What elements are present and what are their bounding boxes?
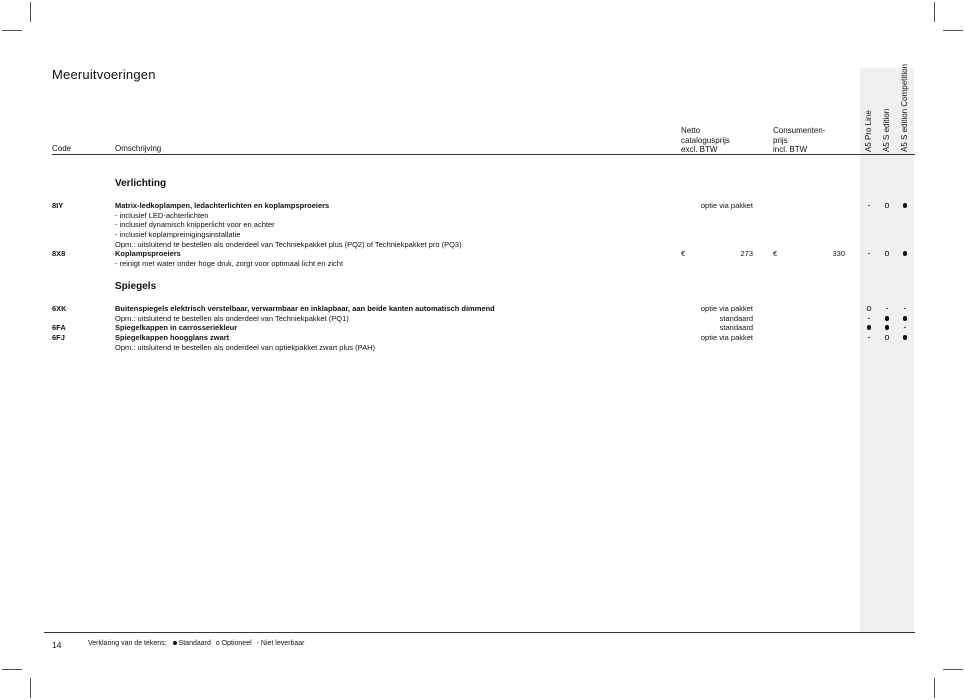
availability-mark: o bbox=[866, 303, 872, 313]
header-consumer-price: Consumenten- prijs incl. BTW bbox=[773, 126, 826, 154]
availability-mark bbox=[899, 248, 911, 258]
model-column-band bbox=[878, 68, 896, 633]
availability-mark: - bbox=[867, 332, 871, 342]
availability-mark: - bbox=[885, 303, 889, 313]
model-column-band bbox=[896, 68, 914, 633]
legend-optional-symbol: o bbox=[215, 640, 220, 647]
net-price: standaard bbox=[719, 323, 753, 332]
crop-mark bbox=[934, 678, 935, 698]
currency-symbol: € bbox=[773, 249, 778, 258]
model-column-band bbox=[860, 68, 878, 633]
availability-mark: o bbox=[884, 200, 890, 210]
crop-mark bbox=[30, 678, 31, 698]
availability-mark bbox=[899, 332, 911, 342]
option-description: Koplampsproeiers - reinigt met water onder hoge druk, zorgt voor optimaal licht en zicht bbox=[115, 249, 344, 268]
option-code: 6FJ bbox=[52, 333, 65, 342]
header-description: Omschrijving bbox=[115, 144, 162, 153]
availability-mark: - bbox=[903, 303, 907, 313]
header-divider bbox=[52, 154, 915, 155]
crop-mark bbox=[943, 669, 963, 670]
section-heading: Verlichting bbox=[115, 178, 167, 189]
standard-dot-icon bbox=[903, 335, 908, 340]
net-price: 273 bbox=[740, 249, 753, 258]
option-description: Buitenspiegels elektrisch verstelbaar, verwarmbaar en inklapbaar, aan beide kanten automatisch dimmend Opm.: uitsluitend te bestellen als onderdeel van Techniekpakket (PQ1) bbox=[115, 304, 495, 323]
page-title: Meeruitvoeringen bbox=[52, 67, 156, 82]
header-net-price: Netto catalogusprijs excl. BTW bbox=[681, 126, 730, 154]
option-code: 6XK bbox=[52, 304, 67, 313]
currency-symbol: € bbox=[681, 249, 686, 258]
availability-mark: o bbox=[884, 332, 890, 342]
option-code: 8IY bbox=[52, 201, 64, 210]
availability-mark: - bbox=[867, 200, 871, 210]
legend-na-symbol: - bbox=[256, 640, 259, 647]
option-code: 8X8 bbox=[52, 249, 66, 258]
section-heading: Spiegels bbox=[115, 281, 157, 292]
standard-dot-icon bbox=[903, 251, 908, 256]
legend-optional: Optioneel bbox=[221, 640, 252, 647]
header-model-pro-line: A5 Pro Line bbox=[864, 110, 873, 152]
net-price: optie via pakket bbox=[700, 333, 753, 342]
option-code: 6FA bbox=[52, 323, 66, 332]
standard-dot-icon bbox=[885, 316, 890, 321]
legend-prefix: Verklaring van de tekens: bbox=[88, 640, 167, 647]
crop-mark bbox=[2, 669, 22, 670]
header-model-s-edition: A5 S edition bbox=[882, 108, 891, 152]
standard-dot-icon bbox=[903, 203, 908, 208]
availability-mark bbox=[881, 322, 893, 332]
crop-mark bbox=[2, 30, 22, 31]
availability-mark: - bbox=[903, 322, 907, 332]
crop-mark bbox=[934, 2, 935, 22]
option-description: Matrix-ledkoplampen, ledachterlichten en koplampsproeiers - inclusief LED-achterlichten - inclusief dynamisch knipperlicht voor en achter - inclusief koplampreinigingsinstallatie Opm.: uitsluitend te bestellen als onderdeel van Techniekpakket plus (PQ2) of Techniekpakket pro (PQ3) bbox=[115, 201, 462, 249]
header-model-s-edition-competition: A5 S edition Competition bbox=[900, 63, 909, 152]
availability-mark bbox=[899, 200, 911, 210]
net-price: optie via pakket bbox=[700, 201, 753, 210]
consumer-price: 330 bbox=[832, 249, 845, 258]
standard-dot-icon bbox=[903, 316, 908, 321]
option-description: Spiegelkappen hoogglans zwart Opm.: uitsluitend te bestellen als onderdeel van optiekpakket zwart plus (PAH) bbox=[115, 333, 375, 352]
header-code: Code bbox=[52, 144, 72, 153]
legend-standard: Standaard bbox=[178, 640, 211, 647]
page-number: 14 bbox=[52, 640, 62, 650]
footer-divider bbox=[44, 632, 915, 633]
availability-mark: - bbox=[867, 313, 871, 323]
standard-dot-icon bbox=[173, 641, 177, 645]
option-description: Spiegelkappen in carrosseriekleur bbox=[115, 323, 238, 332]
availability-mark bbox=[863, 322, 875, 332]
standard-dot-icon bbox=[885, 325, 890, 330]
net-price: optie via pakket standaard bbox=[700, 304, 753, 323]
availability-mark: o bbox=[884, 248, 890, 258]
crop-mark bbox=[943, 30, 963, 31]
standard-dot-icon bbox=[867, 325, 872, 330]
legend-na: Niet leverbaar bbox=[260, 640, 305, 647]
crop-mark bbox=[30, 2, 31, 22]
legend bbox=[88, 640, 304, 647]
availability-mark: - bbox=[867, 248, 871, 258]
